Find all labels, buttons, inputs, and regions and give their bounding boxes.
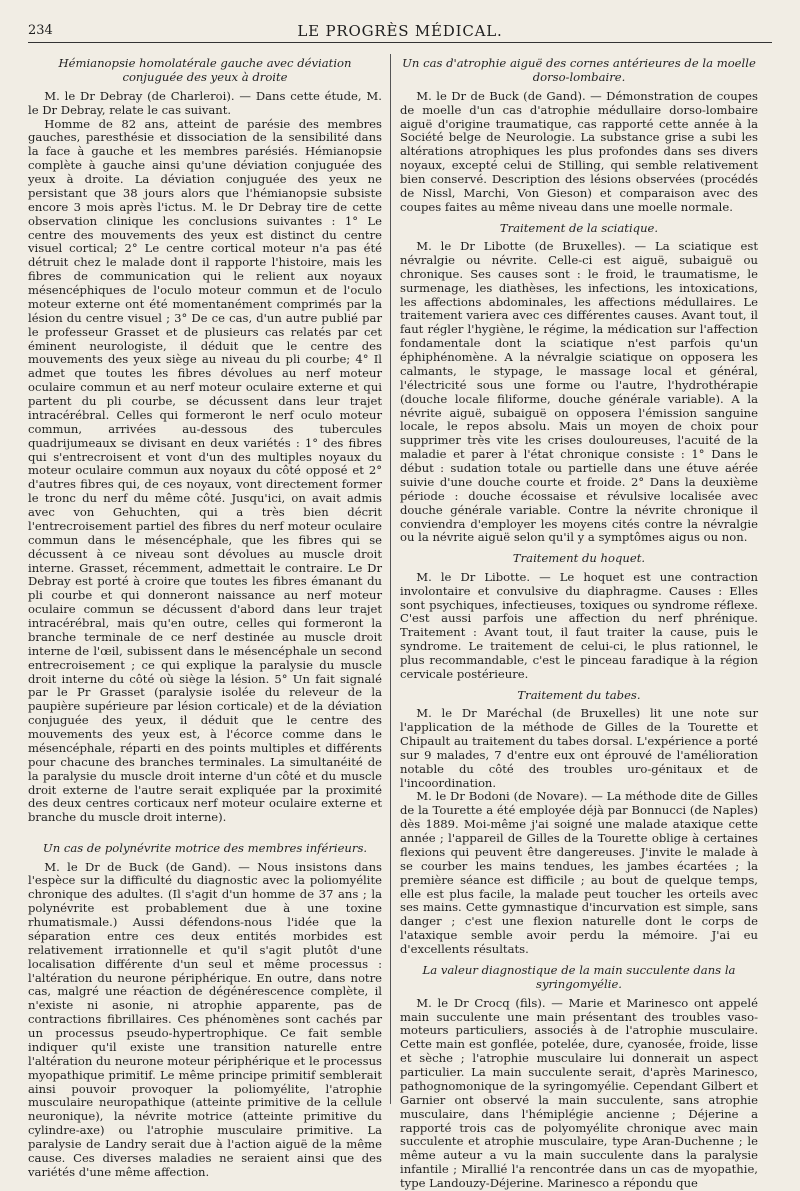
section-atrophie: [400, 56, 758, 215]
paragraph: M. le Dr Debray (de Charleroi). — Dans cette étude, M. le Dr Debray, relate le cas suivant.: [28, 88, 382, 117]
section-main-succulente: [400, 963, 758, 1191]
section-title: Traitement du hoquet.: [512, 551, 646, 566]
paragraph: M. le Dr de Buck (de Gand). — Nous insistons dans l'espèce sur la difficulté du diagnostic avec la poliomyélite chronique des adultes. (Il s'agit d'un homme de 37 ans ; la polynévrite est probablement due à une toxine rhumatismale.) Aussi défendons-nous l'idée que la séparation entre ces deux entités morbides est relativement irrationnelle et qu'il s'agit plutôt d'une localisation différente d'un seul et même processus : l'altération du neurone périphérique. En outre, dans notre cas, malgré une réaction de dégénérescence complète, il n'existe ni asonie, ni atrophie apparente, pas de contractions fibrillaires. Ces phénomènes sont cachés par un processus pseudo-hypertrophique. Ce fait semble indiquer qu'il existe une transition naturelle entre l'altération du neurone moteur périphérique et le processus myopathique primitif. Le même principe primitif semblerait ainsi pouvoir provoquer la poliomyélite, l'atrophie musculaire neuropathique (atteinte primitive de la cellule neuronique), la névrite motrice (atteinte primitive du cylindre-axe) ou l'atrophie musculaire primitive. La paralysie de Landry serait due à l'action aiguë de la même cause. Ces diverses maladies ne seraient ainsi que des variétés d'une même affection.: [28, 859, 382, 1179]
paragraph: M. le Dr Crocq (fils). — Marie et Marinesco ont appelé main succulente une main présentant des troubles vaso-moteurs particuliers, associés à de l'atrophie musculaire. Cette main est gonflée, potelée, dure, cyanosée, froide, lisse et sèche ; l'atrophie musculaire lui donnerait un aspect particulier. La main succulente serait, d'après Marinesco, pathognomonique de la syringomyélie. Cependant Gilbert et Garnier ont observé la main succulente, sans atrophie musculaire, dans l'hémiplégie ancienne ; Déjerine a rapporté trois cas de polyomyélite chronique avec main succulente et atrophie musculaire, type Aran-Duchenne ; le même auteur a vu la main succulente dans la paralysie infantile ; Mirallié l'a rencontrée dans un cas de myopathie, type Landouzy-Déjerine. Marinesco a répondu que: [400, 995, 758, 1191]
section-title: La valeur diagnostique de la main succulente dans la syringomyélie.: [422, 962, 736, 992]
page-header: [28, 22, 772, 43]
paragraph: Homme de 82 ans, atteint de parésie des membres gauches, paresthésie et dissociation de la sensibilité dans la face à gauche et les membres parésiés. Hémianopsie complète à gauche ainsi qu'une déviation conjuguée des yeux à droite. La déviation conjuguée des yeux ne persistant que 38 jours alors que l'hémianopsie subsiste encore 3 mois après l'ictus. M. le Dr Debray tire de cette observation clinique les conclusions suivantes : 1° Le centre des mouvements des yeux est distinct du centre visuel cortical; 2° Le centre cortical moteur n'a pas été détruit chez le malade dont il rapporte l'histoire, mais les fibres de communication qui le relient aux noyaux mésencéphiques de l'oculo moteur commun et de l'oculo moteur externe ont été momentanément comprimés par la lésion du centre visuel ; 3° De ce cas, d'un autre publié par le professeur Grasset et de plusieurs cas relatés par cet éminent neurologiste, il déduit que le centre des mouvements des yeux siège au niveau du pli courbe; 4° Il admet que toutes les fibres dévolues au nerf moteur oculaire commun et au nerf moteur oculaire externe et qui partent du pli courbe, se décussent dans leur trajet intracérébral. Celles qui formeront le nerf oculo moteur commun, arrivées au-dessous des tubercules quadrijumeaux se divisant en deux variétés : 1° des fibres qui s'entrecroisent et vont d'un des multiples noyaux du moteur oculaire commun aux noyaux du côté opposé et 2° d'autres fibres qui, de ces noyaux, vont directement former le tronc du nerf du même côté. Jusqu'ici, on avait admis avec von Gehuchten, qui a très bien décrit l'entrecroisement partiel des fibres du nerf moteur oculaire commun dans le mésencéphale, que les fibres qui se décussent à ce niveau sont dévolues au muscle droit interne. Grasset, récemment, admettait le contraire. Le Dr Debray est porté à croire que toutes les fibres émanant du pli courbe et qui donneront naissance au nerf moteur oculaire commun se décussent d'abord dans leur trajet intracérébral, mais qu'en outre, celles qui formeront la branche terminale de ce nerf destinée au muscle droit interne de l'œil, subissent dans le mésencéphale un second entrecroisement ; ce qui explique la paralysie du muscle droit interne du côté où siège la lésion. 5° Un fait signalé par le Pr Grasset (paralysie isolée du releveur de la paupière supérieure par lésion corticale) et de la déviation conjuguée des yeux, il déduit que le centre des mouvements des yeux est, à l'écorce comme dans le mésencéphale, réparti en des points multiples et différents pour chacune des branches terminales. La simultanéité de la paralysie du muscle droit interne d'un côté et du muscle droit externe de l'autre serait expliquée par la proximité des deux centres corticaux nerf moteur oculaire externe et branche du muscle droit interne).: [28, 116, 382, 825]
section-polynevrite: [28, 841, 382, 1180]
section-title: Un cas d'atrophie aiguë des cornes antérieures de la moelle dorso-lombaire.: [402, 56, 756, 85]
section-sciatique: [400, 221, 758, 546]
section-title: Traitement de la sciatique.: [499, 220, 659, 235]
left-column: [28, 50, 382, 1180]
paragraph: M. le Dr Maréchal (de Bruxelles) lit une note sur l'application de la méthode de Gilles de la Tourette et Chipault au traitement du tabes dorsal. L'expérience a porté sur 9 malades, 7 d'entre eux ont éprouvé de l'amélioration notable du côté des troubles uro-génitaux et de l'incoordination.: [400, 706, 758, 790]
section-title: Hémianopsie homolatérale gauche avec déviation conjuguée des yeux à droite: [58, 56, 352, 85]
page-number: 234: [28, 23, 53, 38]
section-hemianopsie: [28, 56, 382, 825]
right-column: [400, 50, 758, 1191]
journal-page: [28, 22, 772, 1191]
journal-title: LE PROGRÈS MÉDICAL.: [297, 22, 503, 40]
paragraph: M. le Dr Bodoni (de Novare). — La méthode dite de Gilles de la Tourette a été employée déjà par Bonnucci (de Naples) dès 1889. Moi-même j'ai soigné une malade ataxique cette année ; l'appareil de Gilles de la Tourette oblige à certaines flexions qui peuvent être dangereuses. J'invite le malade à se courber les mains tendues, les jambes écartées ; la première séance est difficile ; au bout de quelque temps, elle est plus facile, la malade peut toucher les orteils avec ses mains. Cette gymnastique d'incurvation est simple, sans danger ; c'est une flexion naturelle dont le corps de l'ataxique semble avoir perdu la mémoire. J'ai eu d'excellents résultats.: [400, 789, 758, 957]
section-hoquet: [400, 551, 758, 681]
paragraph: M. le Dr Libotte (de Bruxelles). — La sciatique est névralgie ou névrite. Celle-ci est aiguë, subaiguë ou chronique. Ses causes sont : le froid, le traumatisme, le surmenage, les diathèses, les infections, les intoxications, les affections abdominales, les affections médullaires. Le traitement variera avec ces différentes causes. Avant tout, il faut régler l'hygiène, le régime, la médication sur l'affection fondamentale dont la sciatique n'est parfois qu'un éphiphénomène. A la névralgie sciatique on opposera les calmants, le stypage, le massage local et général, l'électricité sous une forme ou l'autre, l'hydrothérapie (douche locale filiforme, douche générale variable). A la névrite aiguë, subaiguë on opposera l'émission sanguine locale, le repos absolu. Mais un moyen de choix pour supprimer très vite les crises douloureuses, l'acuité de la maladie et parer à l'état chronique consiste : 1° Dans le début : sudation totale ou partielle dans une étuve aérée suivie d'une douche courte et froide. 2° Dans la deuxième période : douche écossaise et révulsive localisée avec douche générale variable. Contre la névrite chronique il conviendra d'employer les moyens cités contre la névralgie ou la névrite aiguë selon qu'il y a symptômes aigus ou non.: [400, 239, 758, 545]
paragraph: M. le Dr de Buck (de Gand). — Démonstration de coupes de moelle d'un cas d'atrophie médullaire dorso-lombaire aiguë d'origine traumatique, cas rapporté cette année à la Société belge de Neurologie. La substance grise a subi les altérations atrophiques les plus profondes dans ses divers noyaux, excepté celui de Stilling, qui semble relativement bien conservé. Description des lésions observées (procédés de Nissl, Marchi, Von Gieson) et comparaison avec des coupes faites au même niveau dans une moelle normale.: [400, 88, 758, 214]
paragraph: M. le Dr Libotte. — Le hoquet est une contraction involontaire et convulsive du diaphragme. Causes : Elles sont psychiques, infectieuses, toxiques ou syndrome réflexe. C'est aussi parfois une affection du nerf phrénique. Traitement : Avant tout, il faut traiter la cause, puis le syndrome. Le traitement de celui-ci, le plus rationnel, le plus recommandable, c'est le pinceau faradique à la région cervicale postérieure.: [400, 569, 758, 681]
section-title: Un cas de polynévrite motrice des membres inférieurs.: [42, 841, 368, 856]
columns: [28, 50, 772, 1191]
section-tabes: [400, 688, 758, 957]
section-title: Traitement du tabes.: [517, 687, 641, 702]
